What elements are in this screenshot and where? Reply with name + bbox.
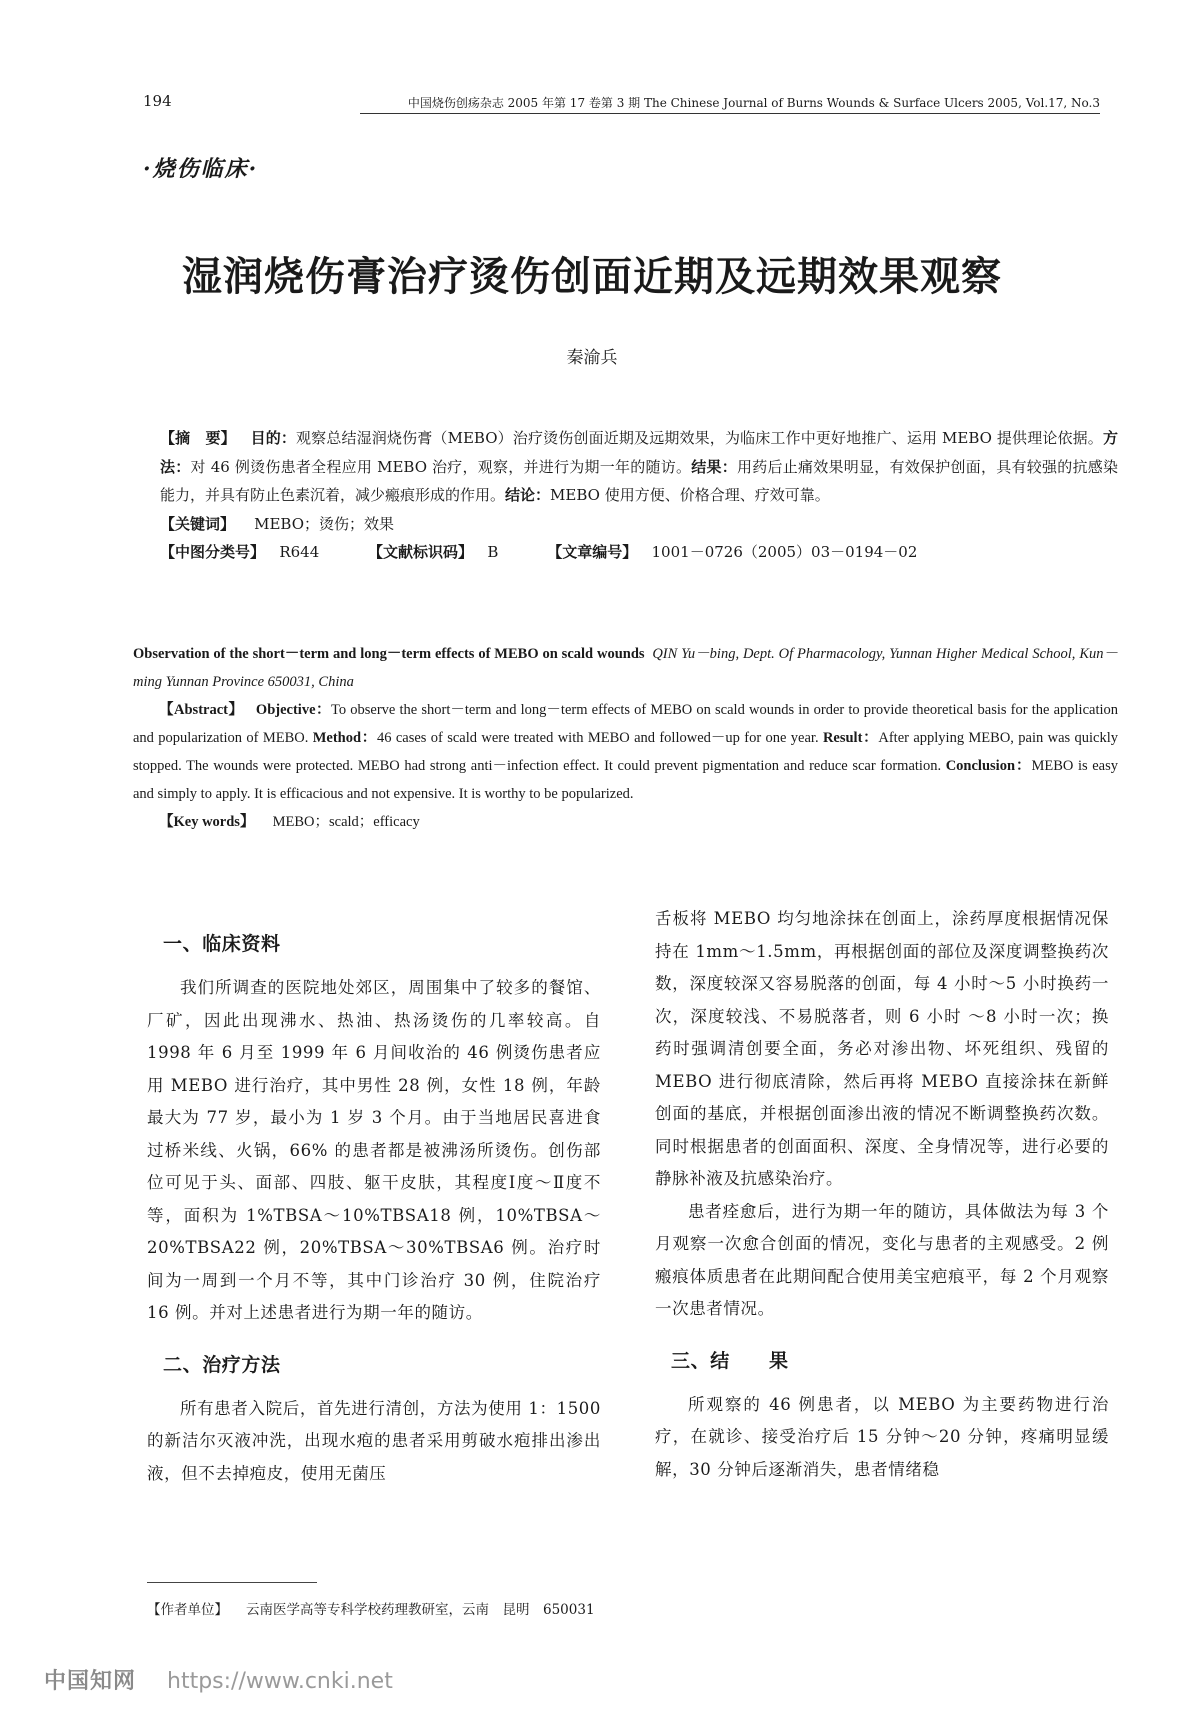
article-id-value: 1001－0726（2005）03－0194－02 xyxy=(651,543,918,561)
author-name: 秦渝兵 xyxy=(566,348,618,368)
objective-label: 目的： xyxy=(250,429,297,447)
paragraph-clinical-data: 我们所调查的医院地处郊区，周围集中了较多的餐馆、厂矿，因此出现沸水、热油、热汤烫伤的几率较高。自 1998 年 6 月至 1999 年 6 月间收治的 46 例烫伤患者应用 MEBO 进行治疗，其中男性 28 例，女性 18 例，年龄最大为 77 岁，最小为 1 岁 3 个月。由于当地居民喜进食过桥米线、火锅，66% 的患者都是被沸汤所烫伤。创伤部位可见于头、面部、四肢、躯干皮肤，其程度Ⅰ度～Ⅱ度不等，面积为 1%TBSA～10%TBSA18 例，10%TBSA～20%TBSA22 例，20%TBSA～30%TBSA6 例。治疗时间为一周到一个月不等，其中门诊治疗 30 例，住院治疗 16 例。并对上述患者进行为期一年的随访。 xyxy=(147,978,601,1322)
footnote-rule xyxy=(147,1582,317,1583)
en-method-text: 46 cases of scald were treated with MEBO and followed－up for one year. xyxy=(377,730,819,746)
en-abstract-label: 【Abstract】 xyxy=(159,702,244,718)
keywords-text: MEBO；烫伤；效果 xyxy=(254,514,395,533)
keywords-line xyxy=(160,510,1118,539)
conclusion-text: MEBO 使用方便、价格合理、疗效可靠。 xyxy=(550,486,830,504)
page-number: 194 xyxy=(143,92,172,110)
footnote-label: 【作者单位】 xyxy=(147,1602,228,1618)
en-conclusion-label: Conclusion： xyxy=(945,758,1032,774)
english-heading xyxy=(133,640,1118,696)
en-result-label: Result： xyxy=(822,730,879,746)
en-keywords-label: 【Key words】 xyxy=(159,814,255,830)
en-objective-text: To observe the short－term and long－term effects of MEBO on scald wounds in order to provide theoretical basis for the application and popularization of MEBO. xyxy=(133,702,1118,746)
chinese-abstract xyxy=(160,424,1118,567)
paragraph-treatment-method-continued: 舌板将 MEBO 均匀地涂抹在创面上，涂药厚度根据情况保持在 1mm～1.5mm，再根据创面的部位及深度调整换药次数，深度较深又容易脱落的创面，每 4 小时～5 小时换药一次，深度较浅、不易脱落者，则 6 小时 ～8 小时一次；换药时强调清创要全面，务必对渗出物、坏死组织、残留的 MEBO 进行彻底清除，然后再将 MEBO 直接涂抹在新鲜创面的基底，并根据创面渗出液的情况不断调整换药次数。同时根据患者的创面面积、深度、全身情况等，进行必要的静脉补液及抗感染治疗。 xyxy=(655,909,1109,1188)
english-author: QIN Yu－bing, Dept. Of Pharmacology, Yunnan Higher Medical School, Kun－ming Yunnan Province 650031, China xyxy=(133,646,1118,690)
cnki-logo: 中国知网 xyxy=(44,1669,137,1694)
classification-line xyxy=(160,538,1118,567)
keywords-label: 【关键词】 xyxy=(160,514,236,533)
cnki-url: https://www.cnki.net xyxy=(167,1669,393,1694)
paragraph-results: 所观察的 46 例患者，以 MEBO 为主要药物进行治疗，在就诊、接受治疗后 15 分钟～20 分钟，疼痛明显缓解，30 分钟后逐渐消失，患者情绪稳 xyxy=(655,1394,1109,1479)
footnote-text: 云南医学高等专科学校药理教研室，云南 昆明 650031 xyxy=(246,1602,595,1618)
heading-results: 三、结 果 xyxy=(671,1349,789,1372)
running-header: 中国烧伤创疡杂志 2005 年第 17 卷第 3 期 The Chinese Journal of Burns Wounds & Surface Ulcers 2005, Vol.17, No.3 xyxy=(360,94,1100,114)
english-title: Observation of the short－term and long－term effects of MEBO on scald wounds xyxy=(133,646,645,662)
clc-label: 【中图分类号】 xyxy=(160,543,266,561)
result-label: 结果： xyxy=(691,457,738,476)
body-column-right xyxy=(655,903,1109,1486)
author-affiliation-footnote xyxy=(147,1598,613,1618)
heading-clinical-data: 一、临床资料 xyxy=(163,933,281,955)
english-keywords-line xyxy=(133,808,1118,836)
clc-value: R644 xyxy=(279,543,320,561)
en-objective-label: Objective： xyxy=(255,702,332,718)
en-keywords-text: MEBO；scald；efficacy xyxy=(272,814,420,830)
body-column-left xyxy=(147,917,601,1490)
objective-text: 观察总结湿润烧伤膏（MEBO）治疗烫伤创面近期及远期效果，为临床工作中更好地推广、运用 MEBO 提供理论依据。 xyxy=(296,429,1103,447)
paragraph-treatment-method: 所有患者入院后，首先进行清创，方法为使用 1：1500 的新洁尔灭液冲洗，出现水疱的患者采用剪破水疱排出渗出液，但不去掉疱皮，使用无菌压 xyxy=(147,1398,601,1483)
doc-code-label: 【文献标识码】 xyxy=(368,543,474,561)
result-text: 用药后止痛效果明显，有效保护创面，具有较强的抗感染能力，并具有防止色素沉着，减少瘢痕形成的作用。 xyxy=(160,457,1118,504)
cnki-watermark xyxy=(44,1664,393,1695)
abstract-label: 【摘 要】 xyxy=(160,429,236,447)
en-conclusion-text: MEBO is easy and simply to apply. It is efficacious and not expensive. It is worthy to be popularized. xyxy=(133,758,1118,802)
method-label: 方法： xyxy=(160,429,1118,476)
article-title: 湿润烧伤膏治疗烫伤创面近期及远期效果观察 xyxy=(182,254,1002,300)
english-abstract xyxy=(133,640,1118,836)
heading-treatment-method: 二、治疗方法 xyxy=(163,1353,281,1376)
english-abstract-paragraph xyxy=(133,696,1118,808)
paragraph-follow-up: 患者痊愈后，进行为期一年的随访，具体做法为每 3 个月观察一次愈合创面的情况，变化与患者的主观感受。2 例瘢痕体质患者在此期间配合使用美宝疤痕平，每 2 个月观察一次患者情况。 xyxy=(655,1201,1109,1318)
conclusion-label: 结论： xyxy=(505,486,551,504)
article-id-label: 【文章编号】 xyxy=(547,543,638,561)
doc-code-value: B xyxy=(487,543,499,561)
en-method-label: Method： xyxy=(312,730,377,746)
abstract-paragraph xyxy=(160,424,1118,510)
section-tag: ·烧伤临床· xyxy=(143,156,259,182)
en-result-text: After applying MEBO, pain was quickly stopped. The wounds were protected. MEBO had strong anti－infection effect. It could prevent pigmentation and reduce scar formation. xyxy=(133,730,1118,774)
method-text: 对 46 例烫伤患者全程应用 MEBO 治疗，观察，并进行为期一年的随访。 xyxy=(190,457,692,476)
